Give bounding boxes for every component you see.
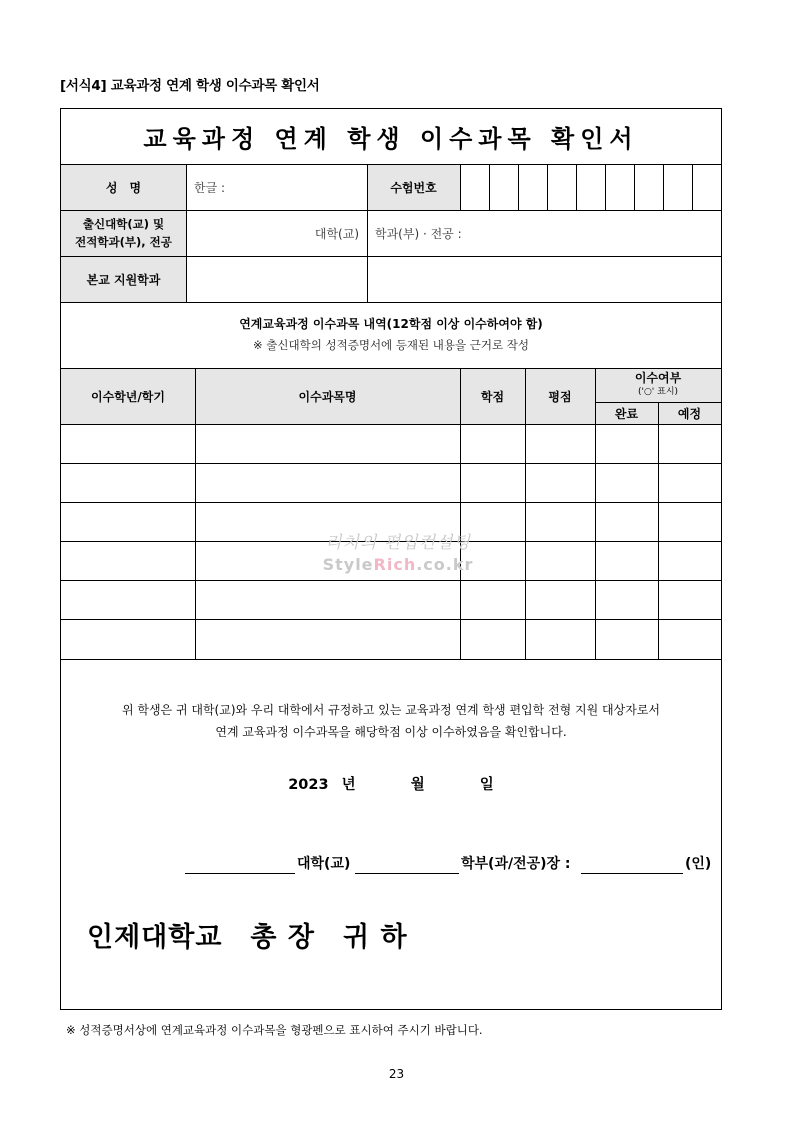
- name-korean-field[interactable]: 한글 :: [194, 180, 226, 195]
- confirmation-line1: 위 학생은 귀 대학(교)와 우리 대학에서 규정하고 있는 교육과정 연계 학생 편입학 전형 지원 대상자로서: [121, 703, 661, 717]
- exam-no-field[interactable]: [460, 164, 721, 210]
- confirmation-line2: 연계 교육과정 이수과목을 해당학점 이상 이수하였음을 확인합니다.: [215, 725, 567, 739]
- table-row[interactable]: [61, 580, 721, 619]
- origin-label-line1: 출신대학(교) 및: [82, 217, 165, 231]
- date-month-unit: 월: [410, 777, 425, 793]
- watermark-style: Style: [322, 555, 374, 574]
- exam-no-label: 수험번호: [390, 180, 437, 195]
- origin-label: [61, 210, 186, 256]
- watermark-line1: 리치의 편입컨설팅: [325, 533, 471, 553]
- col-status: [595, 368, 721, 402]
- name-label: 성 명: [105, 180, 142, 195]
- addressee: 인제대학교 총 장 귀 하: [87, 922, 408, 953]
- date-day-unit: 일: [479, 777, 494, 793]
- col-credits: 학점: [480, 389, 505, 404]
- col-completed: 완료: [614, 406, 639, 421]
- signature-univ-blank[interactable]: [185, 873, 295, 874]
- origin-univ-field[interactable]: 대학(교): [314, 226, 359, 241]
- col-course-name: 이수과목명: [298, 389, 357, 404]
- origin-dept-field[interactable]: 학과(부) · 전공 :: [375, 226, 462, 241]
- date-line: [61, 773, 721, 794]
- signature-dept-blank[interactable]: [355, 873, 459, 874]
- divider: [61, 659, 721, 660]
- table-row[interactable]: [61, 463, 721, 502]
- courses-heading: 연계교육과정 이수과목 내역(12학점 이상 이수하여야 함): [239, 317, 543, 331]
- watermark-rich: Rich: [373, 555, 417, 574]
- signature-univ: 대학(교): [297, 856, 351, 872]
- apply-dept-field[interactable]: [186, 256, 367, 302]
- watermark-line2: [298, 554, 498, 576]
- apply-dept-extra-field[interactable]: [367, 256, 721, 302]
- table-row[interactable]: [61, 619, 721, 659]
- page-number: 23: [388, 1067, 405, 1081]
- signature-dept-head: 학부(과/전공)장 :: [461, 856, 571, 872]
- table-row[interactable]: [61, 424, 721, 463]
- date-year-unit: 년: [341, 777, 356, 793]
- form-label: [서식4] 교육과정 연계 학생 이수과목 확인서: [60, 78, 320, 94]
- courses-heading-block: [61, 302, 721, 368]
- signature-name-blank[interactable]: [581, 873, 683, 874]
- date-year: 2023: [288, 777, 329, 793]
- origin-label-line2: 전적학과(부), 전공: [75, 235, 172, 249]
- footnote: ※ 성적증명서상에 연계교육과정 이수과목을 형광펜으로 표시하여 주시기 바랍니다.: [66, 1023, 483, 1037]
- col-grade: 평점: [548, 389, 572, 404]
- col-status-hint: ('○' 표시): [637, 387, 679, 397]
- form-title: 교육과정 연계 학생 이수과목 확인서: [143, 125, 639, 153]
- apply-dept-label: 본교 지원학과: [86, 272, 161, 287]
- signature-seal: (인): [685, 856, 712, 872]
- watermark: [298, 532, 498, 576]
- watermark-domain: .co.kr: [416, 555, 474, 574]
- col-year-term: 이수학년/학기: [91, 389, 165, 404]
- col-status-label: 이수여부: [634, 371, 682, 385]
- col-planned: 예정: [677, 406, 702, 421]
- courses-subheading: ※ 출신대학의 성적증명서에 등재된 내용을 근거로 작성: [253, 338, 529, 352]
